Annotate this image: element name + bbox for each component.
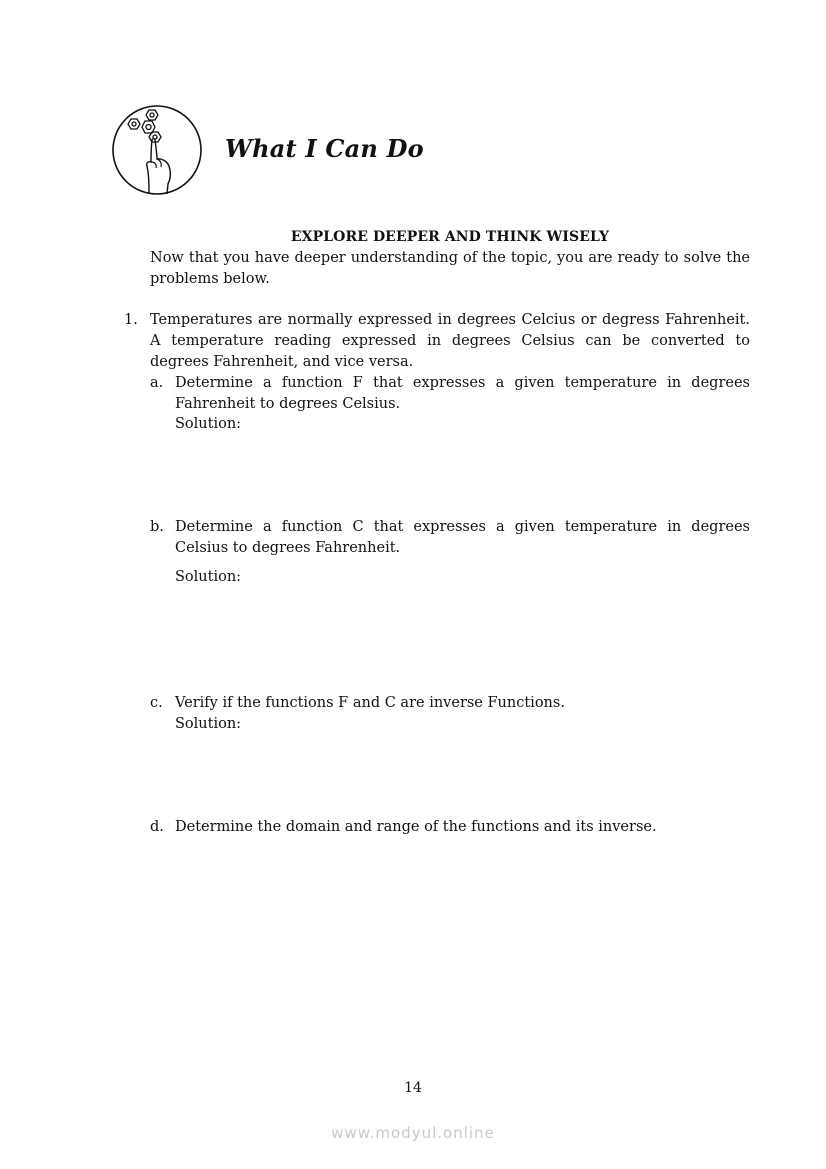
question-text: Temperatures are normally expressed in degrees Celcius or degress Fahrenheit. A temperature reading expressed in degrees Celsius can be converted to degrees Fahrenheit, and vice versa.: [150, 312, 750, 370]
part-b-text: Determine a function C that expresses a given temperature in degrees Celsius to degrees Fahrenheit.: [175, 519, 750, 556]
part-c-letter: c.: [150, 695, 163, 711]
question-number: 1.: [124, 312, 138, 328]
intro-paragraph: Now that you have deeper understanding of the topic, you are ready to solve the problems below.: [150, 250, 750, 287]
part-a-letter: a.: [150, 375, 164, 391]
part-d-letter: d.: [150, 819, 164, 835]
hand-with-gears-icon: [111, 104, 203, 196]
section-title: What I Can Do: [225, 134, 424, 163]
watermark-text: www.modyul.online: [331, 1124, 495, 1142]
part-c-solution-label: Solution:: [175, 716, 242, 732]
part-a-text: Determine a function F that expresses a given temperature in degrees Fahrenheit to degrees Celsius.: [175, 375, 750, 412]
part-b-solution-label: Solution:: [175, 569, 242, 585]
part-d-text: Determine the domain and range of the functions and its inverse.: [175, 819, 657, 835]
activity-heading: EXPLORE DEEPER AND THINK WISELY: [290, 229, 610, 245]
part-a-solution-label: Solution:: [175, 416, 242, 432]
page-number: 14: [404, 1080, 422, 1096]
part-c-text: Verify if the functions F and C are inverse Functions.: [175, 695, 565, 711]
part-b-letter: b.: [150, 519, 164, 535]
